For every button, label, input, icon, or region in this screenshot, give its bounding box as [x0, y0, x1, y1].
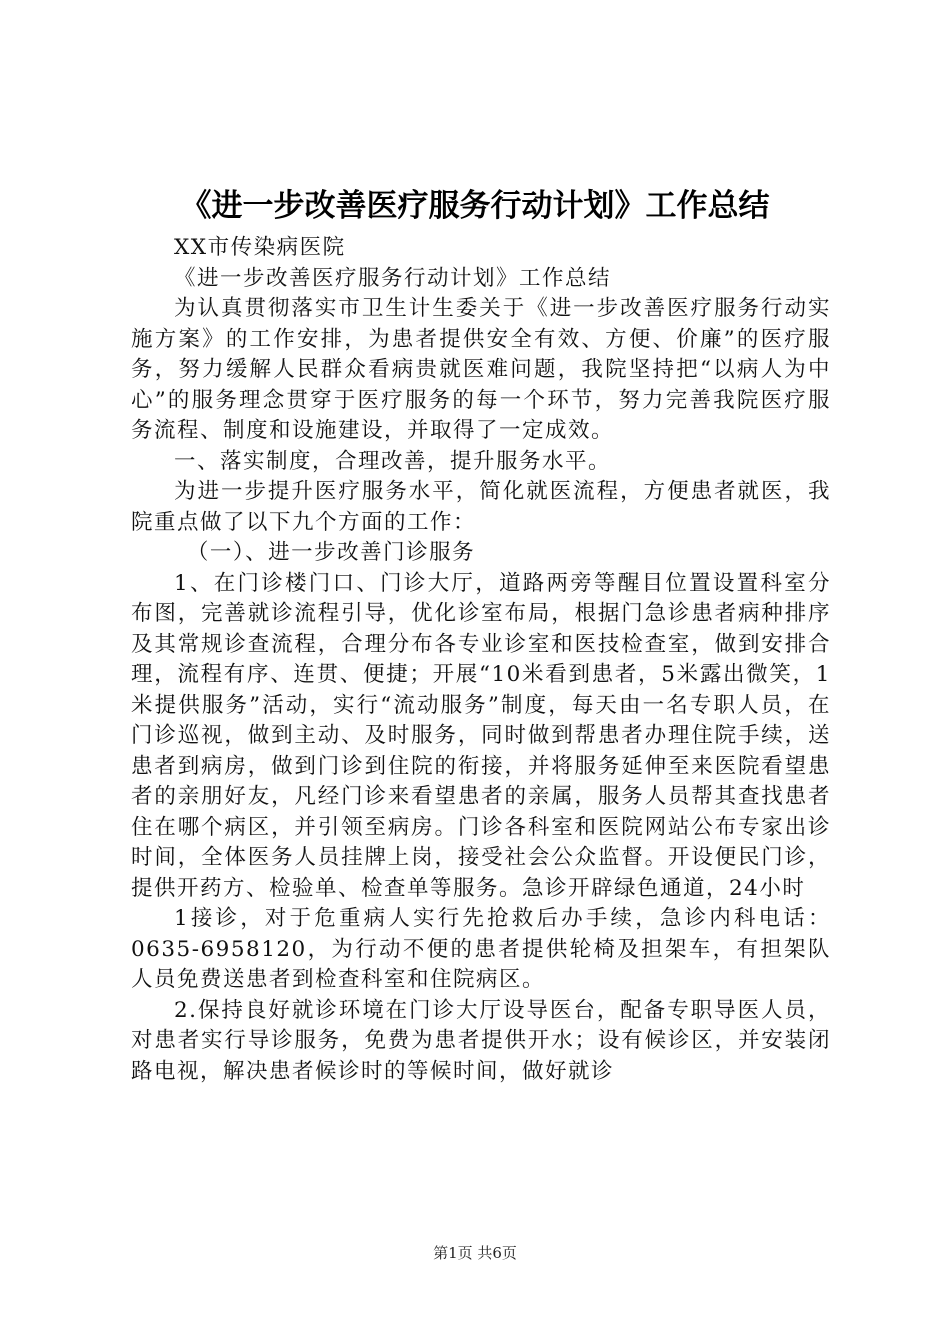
- item-2-paragraph: 2.保持良好就诊环境在门诊大厅设导医台，配备专职导医人员，对患者实行导诊服务，免费为患者提供开水；设有候诊区，并安装闭路电视，解决患者候诊时的等候时间，做好就诊: [131, 997, 831, 1084]
- subtitle: 《进一步改善医疗服务行动计划》工作总结: [174, 265, 612, 291]
- intro-paragraph: 为认真贯彻落实市卫生计生委关于《进一步改善医疗服务行动实施方案》的工作安排，为患者提供安全有效、方便、价廉”的医疗服务，努力缓解人民群众看病贵就医难问题，我院坚持把“以病人为中心”的服务理念贯穿于医疗服务的每一个环节，努力完善我院医疗服务流程、制度和设施建设，并取得了一定成效。: [131, 296, 831, 443]
- hospital-name: XX市传染病医院: [174, 235, 346, 260]
- item-1-paragraph: 1、在门诊楼门口、门诊大厅，道路两旁等醒目位置设置科室分布图，完善就诊流程引导，优化诊室布局，根据门急诊患者病种排序及其常规诊查流程，合理分布各专业诊室和医技检查室，做到安排合理，流程有序、连贯、便捷；开展“10米看到患者，5米露出微笑，1米提供服务”活动，实行“流动服务”制度，每天由一名专职人员，在门诊巡视，做到主动、及时服务，同时做到帮患者办理住院手续，送患者到病房，做到门诊到住院的衔接，并将服务延伸至来医院看望患者的亲朋好友，凡经门诊来看望患者的亲属，服务人员帮其查找患者住在哪个病区，并引领至病房。门诊各科室和医院网站公布专家出诊时间，全体医务人员挂牌上岗，接受社会公众监督。开设便民门诊，提供开药方、检验单、检查单等服务。急诊开辟绿色通道，24小时: [131, 570, 831, 901]
- item-1-continued-paragraph: 1接诊，对于危重病人实行先抢救后办手续，急诊内科电话：0635-6958120，为行动不便的患者提供轮椅及担架车，有担架队人员免费送患者到检查科室和住院病区。: [131, 906, 831, 992]
- section-heading: 一、落实制度，合理改善，提升服务水平。: [174, 448, 612, 474]
- document-title: 《进一步改善医疗服务行动计划》工作总结: [180, 188, 770, 224]
- document-body: [131, 233, 831, 1087]
- subsection-heading: （一）、进一步改善门诊服务: [186, 540, 476, 565]
- section-intro-paragraph: 为进一步提升医疗服务水平，简化就医流程，方便患者就医，我院重点做了以下九个方面的工作：: [131, 479, 831, 535]
- page-footer: 第1页 共6页: [433, 1244, 517, 1262]
